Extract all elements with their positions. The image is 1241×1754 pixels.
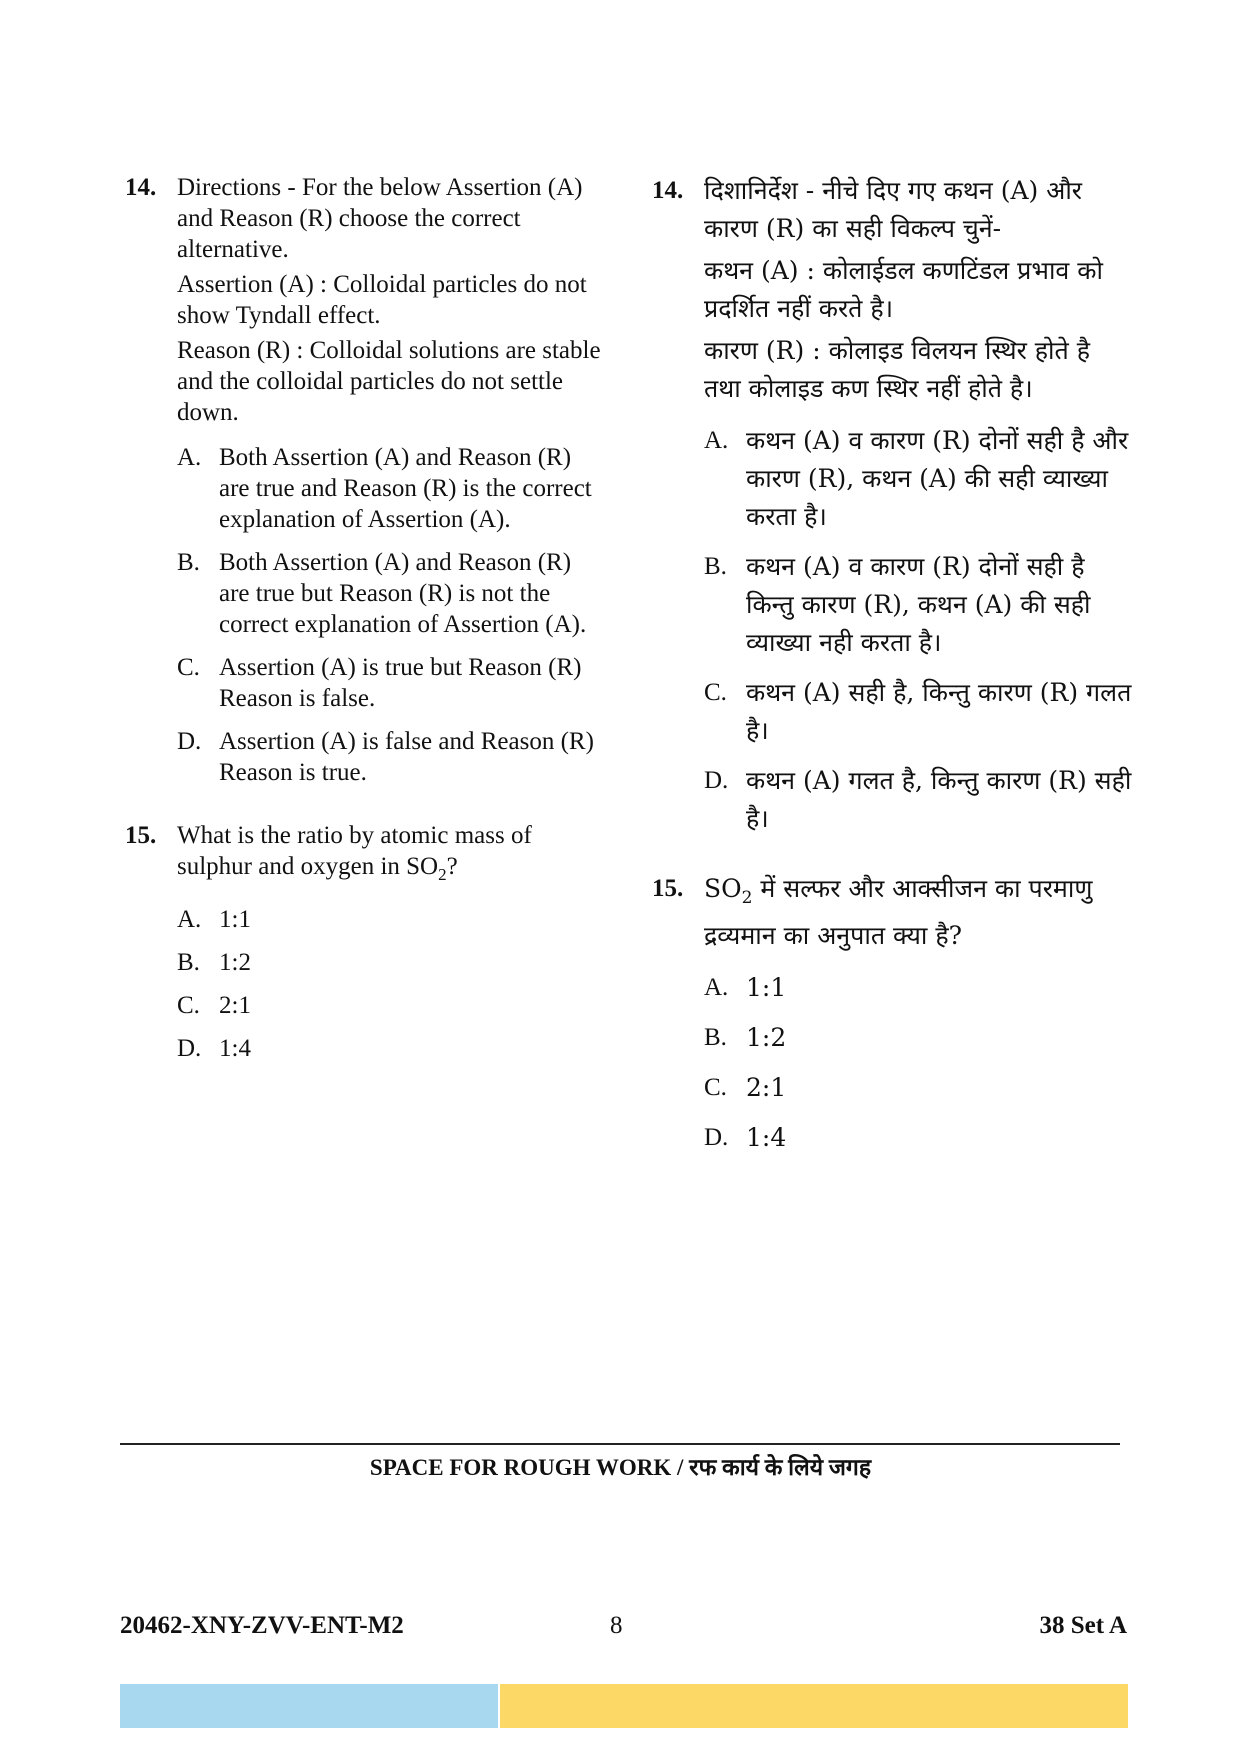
option-c: C. 2:1 bbox=[177, 992, 251, 1019]
question-number: 15. bbox=[652, 875, 684, 902]
question-15-hi bbox=[652, 870, 1132, 1169]
reason-text: Reason (R) : Colloidal solutions are stable and the colloidal particles do not settle down. bbox=[177, 337, 601, 426]
question-text: $SO_2$ में सल्फर और आक्सीजन का परमाणु द्रव्यमान का अनुपात क्या है? bbox=[704, 874, 1093, 950]
option-c: C. कथन (A) सही है, किन्तु कारण (R) गलत है। bbox=[704, 678, 1132, 745]
question-14-hi bbox=[652, 172, 1132, 850]
question-number: 15. bbox=[125, 822, 157, 849]
hindi-column bbox=[652, 172, 1132, 1169]
directions-text: दिशानिर्देश - नीचे दिए गए कथन (A) और कारण (R) का सही विकल्प चुनें- bbox=[704, 176, 1083, 243]
directions-text: Directions - For the below Assertion (A) and Reason (R) choose the correct alternative. bbox=[177, 174, 583, 263]
rough-work-label: SPACE FOR ROUGH WORK / रफ कार्य के लिये जगह bbox=[369, 1455, 872, 1480]
option-a: A. 1:1 bbox=[704, 973, 787, 1002]
formula-so2: $SO_2$ bbox=[704, 874, 753, 908]
option-a: A. 1:1 bbox=[177, 906, 251, 933]
question-14-en bbox=[125, 172, 605, 800]
option-d: D. 1:4 bbox=[704, 1123, 787, 1152]
option-d: D. 1:4 bbox=[177, 1035, 251, 1062]
footer-bar-yellow bbox=[500, 1684, 1128, 1728]
question-15-en bbox=[125, 820, 605, 1076]
option-b: B. 1:2 bbox=[704, 1023, 787, 1052]
option-c: C. Assertion (A) is true but Reason (R) Reason is false. bbox=[177, 654, 582, 712]
option-c: C. 2:1 bbox=[704, 1073, 787, 1102]
option-a: A. कथन (A) व कारण (R) दोनों सही है और कारण (R), कथन (A) की सही व्याख्या करता है। bbox=[704, 426, 1129, 531]
option-d: D. कथन (A) गलत है, किन्तु कारण (R) सही है। bbox=[704, 766, 1132, 833]
reason-text: कारण (R) : कोलाइड विलयन स्थिर होते है तथा कोलाइड कण स्थिर नहीं होते है। bbox=[704, 336, 1090, 403]
set-label: 38 Set A bbox=[1039, 1612, 1127, 1639]
assertion-text: Assertion (A) : Colloidal particles do not show Tyndall effect. bbox=[177, 271, 587, 329]
divider-line bbox=[120, 1443, 1120, 1445]
option-d: D. Assertion (A) is false and Reason (R) Reason is true. bbox=[177, 728, 594, 786]
formula-so2: $SO_2$ bbox=[406, 853, 447, 884]
option-b: B. कथन (A) व कारण (R) दोनों सही है किन्तु कारण (R), कथन (A) की सही व्याख्या नही करता है। bbox=[704, 552, 1091, 657]
paper-code: 20462-XNY-ZVV-ENT-M2 bbox=[120, 1612, 404, 1639]
option-b: B. 1:2 bbox=[177, 949, 251, 976]
english-column bbox=[125, 172, 605, 1076]
option-a: A. Both Assertion (A) and Reason (R) are true and Reason (R) is the correct explanation of Assertion (A). bbox=[177, 444, 592, 533]
page-number: 8 bbox=[610, 1612, 623, 1639]
question-number: 14. bbox=[125, 174, 157, 201]
question-number: 14. bbox=[652, 177, 684, 204]
footer-bar-blue bbox=[120, 1684, 498, 1728]
option-b: B. Both Assertion (A) and Reason (R) are true but Reason (R) is not the correct explanation of Assertion (A). bbox=[177, 549, 587, 638]
assertion-text: कथन (A) : कोलाईडल कणटिंडल प्रभाव को प्रदर्शित नहीं करते है। bbox=[704, 256, 1103, 323]
question-text: What is the ratio by atomic mass of sulphur and oxygen in $SO_2$? bbox=[177, 822, 532, 884]
